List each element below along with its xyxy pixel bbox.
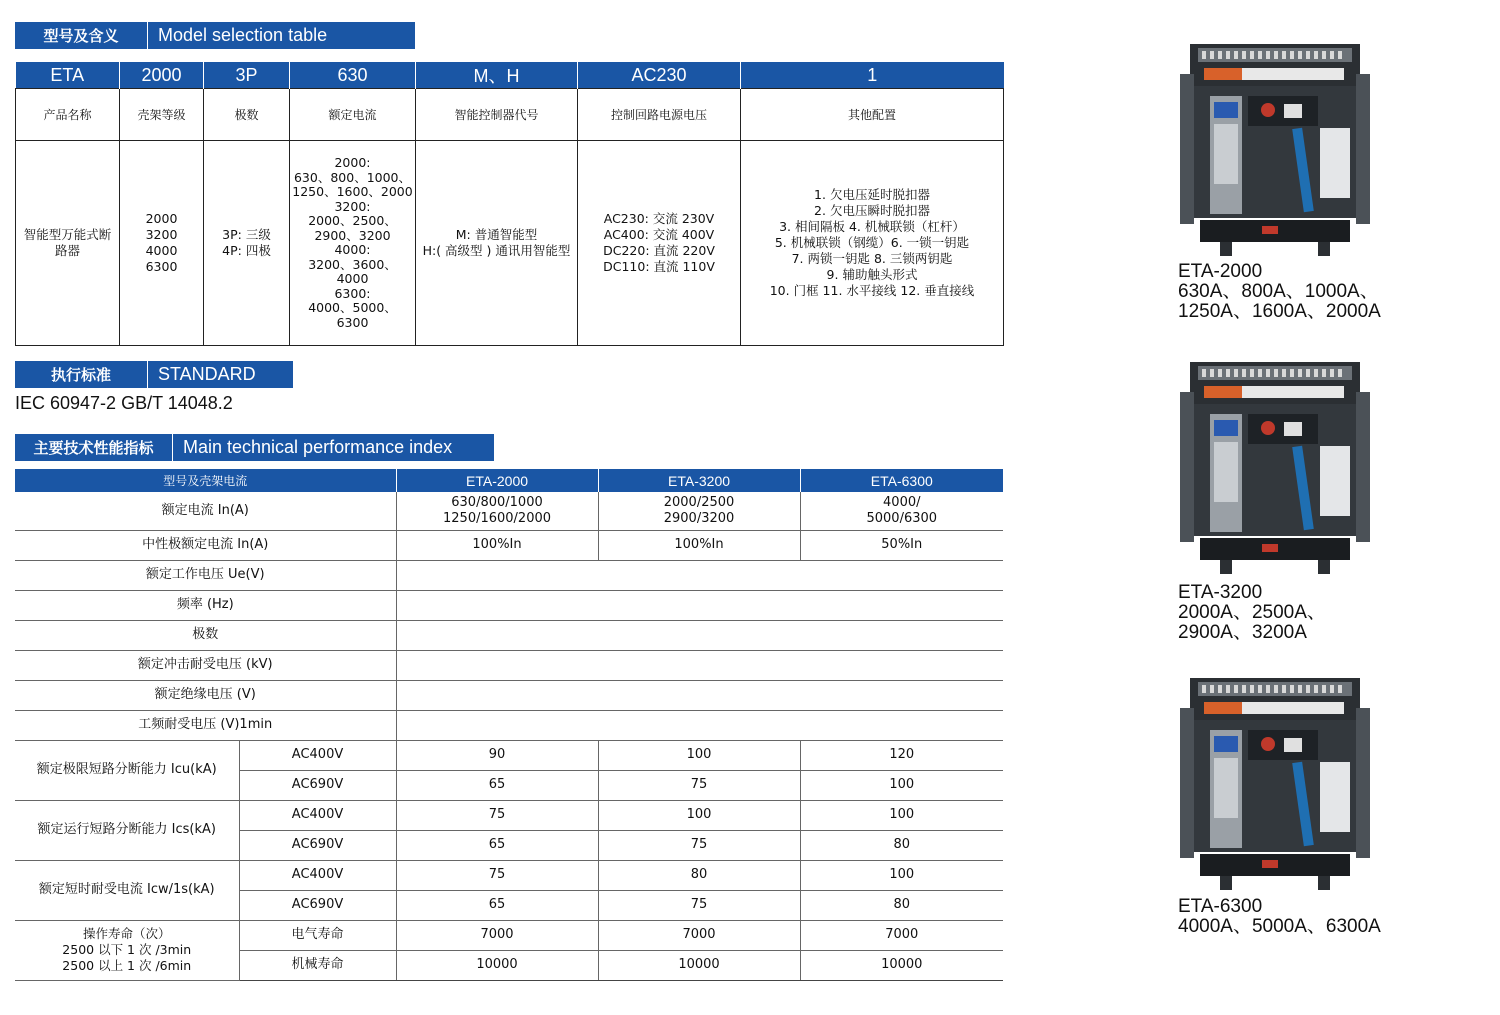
voltage-label: AC690V	[239, 770, 396, 800]
label-rated-current: 额定电流	[290, 89, 416, 141]
label-poles: 极数	[204, 89, 290, 141]
voltage-label: AC690V	[239, 890, 396, 920]
cell-empty	[396, 560, 1003, 590]
cell-value: 10000	[598, 950, 800, 980]
standard-section-title-cn: 执行标准	[15, 361, 148, 388]
product-caption-eta2000	[1178, 262, 1381, 322]
perf-header-eta6300: ETA-6300	[800, 469, 1003, 492]
row-label: 额定绝缘电压 (V)	[15, 680, 396, 710]
table-row	[15, 740, 1003, 770]
cell-value: 7000	[396, 920, 598, 950]
value-controller-code: M: 普通智能型 H:( 高级型 ) 通讯用智能型	[416, 141, 578, 346]
main-section-title-cn: 主要技术性能指标	[15, 434, 173, 461]
voltage-label: AC400V	[239, 800, 396, 830]
row-label-neutral: 中性极额定电流 In(A)	[15, 530, 396, 560]
cell-empty	[396, 680, 1003, 710]
model-section-title-en: Model selection table	[158, 25, 328, 45]
cell-value: 100	[598, 740, 800, 770]
cell-empty	[396, 710, 1003, 740]
circuit-breaker-icon	[1180, 44, 1370, 257]
main-section-header	[15, 434, 494, 461]
voltage-label: AC400V	[239, 860, 396, 890]
table-row	[15, 860, 1003, 890]
code-voltage: AC230	[578, 62, 741, 89]
cell-value: 75	[598, 890, 800, 920]
cell-value: 90	[396, 740, 598, 770]
voltage-label: AC400V	[239, 740, 396, 770]
product-ratings: 4000A、5000A、6300A	[1178, 916, 1381, 937]
breaker-image-eta2000	[1180, 44, 1370, 257]
cell-value: 100	[598, 800, 800, 830]
cell-empty	[396, 650, 1003, 680]
table-row	[15, 800, 1003, 830]
row-label-icu: 额定极限短路分断能力 Icu(kA)	[15, 740, 239, 800]
cell-value: 50%In	[800, 530, 1003, 560]
table-row	[15, 560, 1003, 590]
perf-header-eta3200: ETA-3200	[598, 469, 800, 492]
row-label: 极数	[15, 620, 396, 650]
row-label: 额定工作电压 Ue(V)	[15, 560, 396, 590]
row-label: 频率 (Hz)	[15, 590, 396, 620]
value-frame-class: 2000 3200 4000 6300	[120, 141, 204, 346]
cell-value: 7000	[598, 920, 800, 950]
row-label: 工频耐受电压 (V)1min	[15, 710, 396, 740]
code-frame: 2000	[120, 62, 204, 89]
voltage-label: AC690V	[239, 830, 396, 860]
code-eta: ETA	[16, 62, 120, 89]
table-row	[15, 920, 1003, 950]
performance-table	[15, 469, 1003, 981]
code-other: 1	[741, 62, 1004, 89]
cell-value: 65	[396, 770, 598, 800]
label-control-voltage: 控制回路电源电压	[578, 89, 741, 141]
life-type-electrical: 电气寿命	[239, 920, 396, 950]
cell-value: 100%In	[396, 530, 598, 560]
value-rated-current: 2000: 630、800、1000、 1250、1600、2000 3200: 2000、2500、 2900、3200 4000: 3200、3600、 4000 6300: 4000、5000、 6300	[290, 141, 416, 346]
perf-header-label: 型号及壳架电流	[15, 469, 396, 492]
breaker-image-eta3200	[1180, 362, 1370, 575]
cell-value: 100	[800, 770, 1003, 800]
cell-value: 7000	[800, 920, 1003, 950]
cell-value: 2000/2500 2900/3200	[598, 492, 800, 530]
model-section-header	[15, 22, 415, 49]
label-frame-class: 壳架等级	[120, 89, 204, 141]
circuit-breaker-icon	[1180, 678, 1370, 891]
cell-value: 120	[800, 740, 1003, 770]
standard-section-header	[15, 361, 293, 388]
cell-value: 100	[800, 800, 1003, 830]
cell-empty	[396, 590, 1003, 620]
code-poles: 3P	[204, 62, 290, 89]
cell-value: 100	[800, 860, 1003, 890]
model-selection-table	[15, 62, 1004, 346]
value-poles: 3P: 三级 4P: 四极	[204, 141, 290, 346]
model-section-title-cn: 型号及含义	[15, 22, 148, 49]
product-ratings: 630A、800A、1000A、	[1178, 281, 1379, 302]
product-caption-eta6300	[1178, 897, 1381, 937]
cell-value: 75	[598, 830, 800, 860]
breaker-image-eta6300	[1180, 678, 1370, 891]
cell-value: 10000	[800, 950, 1003, 980]
cell-value: 80	[598, 860, 800, 890]
value-product-name: 智能型万能式断路器	[16, 141, 120, 346]
standard-text: IEC 60947-2 GB/T 14048.2	[15, 393, 233, 413]
table-row	[15, 492, 1003, 530]
table-row	[15, 650, 1003, 680]
label-controller-code: 智能控制器代号	[416, 89, 578, 141]
code-controller: M、H	[416, 62, 578, 89]
cell-value: 75	[598, 770, 800, 800]
cell-value: 75	[396, 860, 598, 890]
standard-section-title-en: STANDARD	[158, 364, 256, 384]
circuit-breaker-icon	[1180, 362, 1370, 575]
cell-value: 80	[800, 890, 1003, 920]
product-ratings: 2900A、3200A	[1178, 622, 1307, 643]
row-label-ics: 额定运行短路分断能力 Ics(kA)	[15, 800, 239, 860]
table-row	[15, 590, 1003, 620]
table-row	[15, 530, 1003, 560]
cell-value: 100%In	[598, 530, 800, 560]
main-section-title-en: Main technical performance index	[183, 437, 453, 457]
cell-value: 10000	[396, 950, 598, 980]
life-type-mechanical: 机械寿命	[239, 950, 396, 980]
row-label-rated-current: 额定电流 In(A)	[15, 492, 396, 530]
code-current: 630	[290, 62, 416, 89]
cell-value: 75	[396, 800, 598, 830]
cell-value: 630/800/1000 1250/1600/2000	[396, 492, 598, 530]
label-product-name: 产品名称	[16, 89, 120, 141]
cell-value: 65	[396, 890, 598, 920]
product-ratings: 1250A、1600A、2000A	[1178, 301, 1381, 322]
product-caption-eta3200	[1178, 583, 1326, 643]
product-name: ETA-2000	[1178, 261, 1263, 282]
row-label-operation-life: 操作寿命（次） 2500 以下 1 次 /3min 2500 以上 1 次 /6min	[15, 920, 239, 980]
value-control-voltage: AC230: 交流 230V AC400: 交流 400V DC220: 直流 220V DC110: 直流 110V	[578, 141, 741, 346]
value-other-config: 1. 欠电压延时脱扣器 2. 欠电压瞬时脱扣器 3. 相间隔板 4. 机械联锁（杠杆） 5. 机械联锁（钢缆）6. 一锁一钥匙 7. 两锁一钥匙 8. 三锁两钥匙 9. 辅助触头形式 10. 门框 11. 水平接线 12. 垂直接线	[741, 141, 1004, 346]
table-row	[15, 620, 1003, 650]
table-row	[15, 680, 1003, 710]
table-row	[15, 710, 1003, 740]
row-label-icw: 额定短时耐受电流 Icw/1s(kA)	[15, 860, 239, 920]
perf-header-eta2000: ETA-2000	[396, 469, 598, 492]
product-ratings: 2000A、2500A、	[1178, 602, 1326, 623]
cell-empty	[396, 620, 1003, 650]
cell-value: 65	[396, 830, 598, 860]
row-label: 额定冲击耐受电压 (kV)	[15, 650, 396, 680]
label-other-config: 其他配置	[741, 89, 1004, 141]
cell-value: 80	[800, 830, 1003, 860]
product-name: ETA-6300	[1178, 896, 1263, 917]
product-name: ETA-3200	[1178, 582, 1263, 603]
cell-value: 4000/ 5000/6300	[800, 492, 1003, 530]
